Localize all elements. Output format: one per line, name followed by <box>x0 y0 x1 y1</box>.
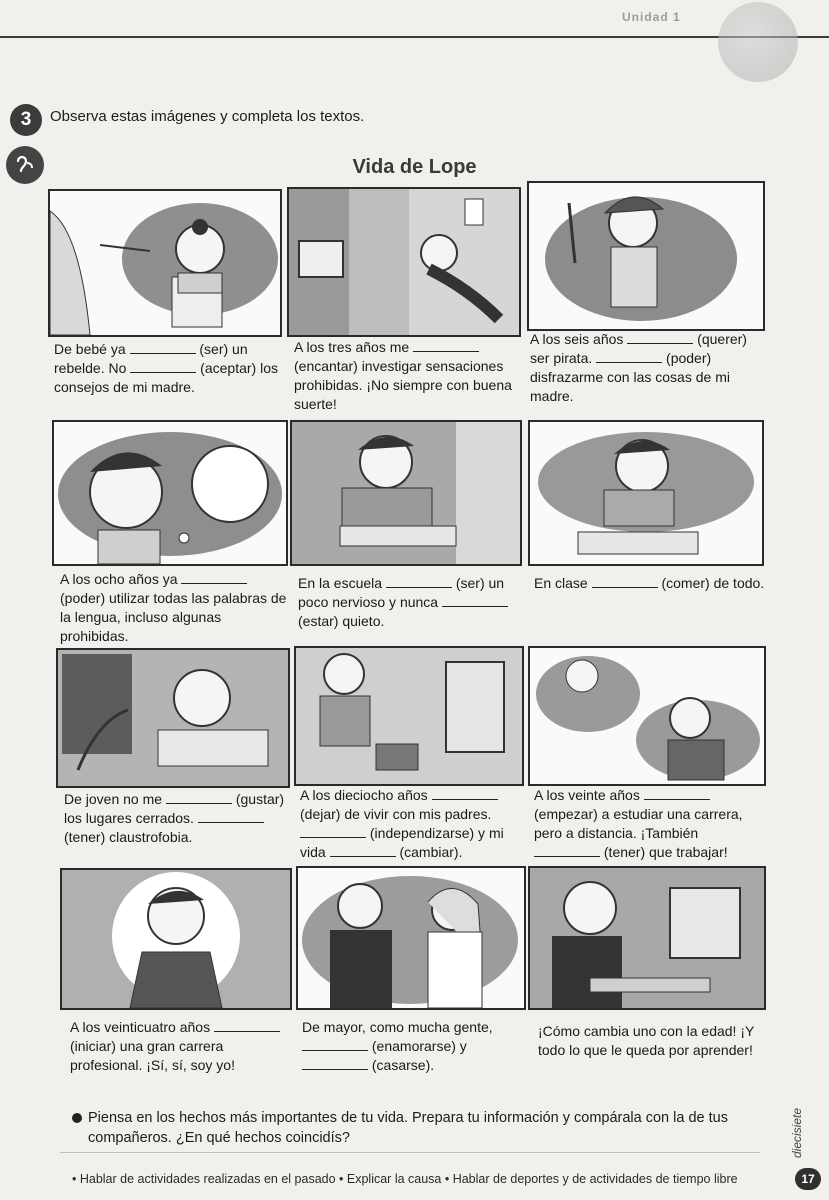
answer-blank[interactable] <box>534 843 600 857</box>
answer-blank[interactable] <box>627 330 693 344</box>
answer-blank[interactable] <box>302 1056 368 1070</box>
header-rule <box>0 36 829 38</box>
caption-6: En clase (comer) de todo. <box>534 575 765 591</box>
decorative-circle <box>718 2 798 82</box>
caption-1: De bebé ya (ser) un rebelde. No (aceptar) los consejos de mi madre. <box>54 341 278 395</box>
exercise-number-badge: 3 <box>10 104 42 136</box>
wedding-illustration <box>296 866 526 1010</box>
page-word: diecisiete <box>790 1107 804 1159</box>
answer-blank[interactable] <box>644 786 710 800</box>
caption-9: A los veinte años (empezar) a estudiar una carrera, pero a distancia. ¡También (tener) que trabajar! <box>534 787 743 860</box>
task-instruction: Piensa en los hechos más importantes de tu vida. Prepara tu información y compárala con la de tus compañeros. ¿En qué hechos coincidís? <box>88 1110 728 1146</box>
divider <box>60 1152 760 1153</box>
caption-5: En la escuela (ser) un poco nervioso y nunca (estar) quieto. <box>298 574 530 631</box>
lamp-illustration <box>56 648 290 788</box>
baby-illustration <box>48 189 282 337</box>
pirate-illustration <box>527 181 765 331</box>
answer-blank[interactable] <box>330 843 396 857</box>
tv-illustration <box>287 187 521 337</box>
caption-11: De mayor, como mucha gente, (enamorarse) y (casarse). <box>302 1019 493 1073</box>
unit-label: Unidad 1 <box>622 10 681 24</box>
answer-blank[interactable] <box>300 824 366 838</box>
page-number: 17 <box>795 1168 821 1190</box>
footer-objectives: • Hablar de actividades realizadas en el pasado • Explicar la causa • Hablar de deportes y de actividades de tiempo libre <box>72 1172 738 1186</box>
answer-blank[interactable] <box>442 593 508 607</box>
caption-3: A los seis años (querer) ser pirata. (poder) disfrazarme con las cosas de mi madre. <box>530 331 747 404</box>
caption-10: A los veinticuatro años (iniciar) una gran carrera profesional. ¡Sí, sí, soy yo! <box>70 1018 290 1075</box>
answer-blank[interactable] <box>166 790 232 804</box>
caption-12: ¡Cómo cambia uno con la edad! ¡Y todo lo que le queda por aprender! <box>538 1023 755 1058</box>
caption-7: De joven no me (gustar) los lugares cerrados. (tener) claustrofobia. <box>64 791 285 845</box>
answer-blank[interactable] <box>302 1037 368 1051</box>
school-illustration <box>290 420 522 566</box>
phone-illustration <box>528 646 766 786</box>
answer-blank[interactable] <box>592 574 658 588</box>
answer-blank[interactable] <box>214 1018 280 1032</box>
caption-4: A los ocho años ya (poder) utilizar todas las palabras de la lengua, incluso algunas prohibidas. <box>60 571 287 644</box>
computer-illustration <box>528 866 766 1010</box>
caption-8: A los dieciocho años (dejar) de vivir con mis padres. (independizarse) y mi vida (cambiar). <box>300 787 504 860</box>
exercise-instruction: Observa estas imágenes y completa los textos. <box>50 108 365 125</box>
answer-blank[interactable] <box>181 570 247 584</box>
answer-blank[interactable] <box>130 359 196 373</box>
answer-blank[interactable] <box>198 809 264 823</box>
answer-blank[interactable] <box>413 338 479 352</box>
thinking-illustration <box>52 420 288 566</box>
suit-illustration <box>60 868 292 1010</box>
door-illustration <box>294 646 524 786</box>
caption-2: A los tres años me (encantar) investigar sensaciones prohibidas. ¡No siempre con buena suerte! <box>294 339 512 412</box>
answer-blank[interactable] <box>596 349 662 363</box>
answer-blank[interactable] <box>432 786 498 800</box>
page-title: Vida de Lope <box>352 156 477 178</box>
bullet-icon <box>72 1113 82 1123</box>
answer-blank[interactable] <box>386 574 452 588</box>
answer-blank[interactable] <box>130 340 196 354</box>
eating-illustration <box>528 420 764 566</box>
